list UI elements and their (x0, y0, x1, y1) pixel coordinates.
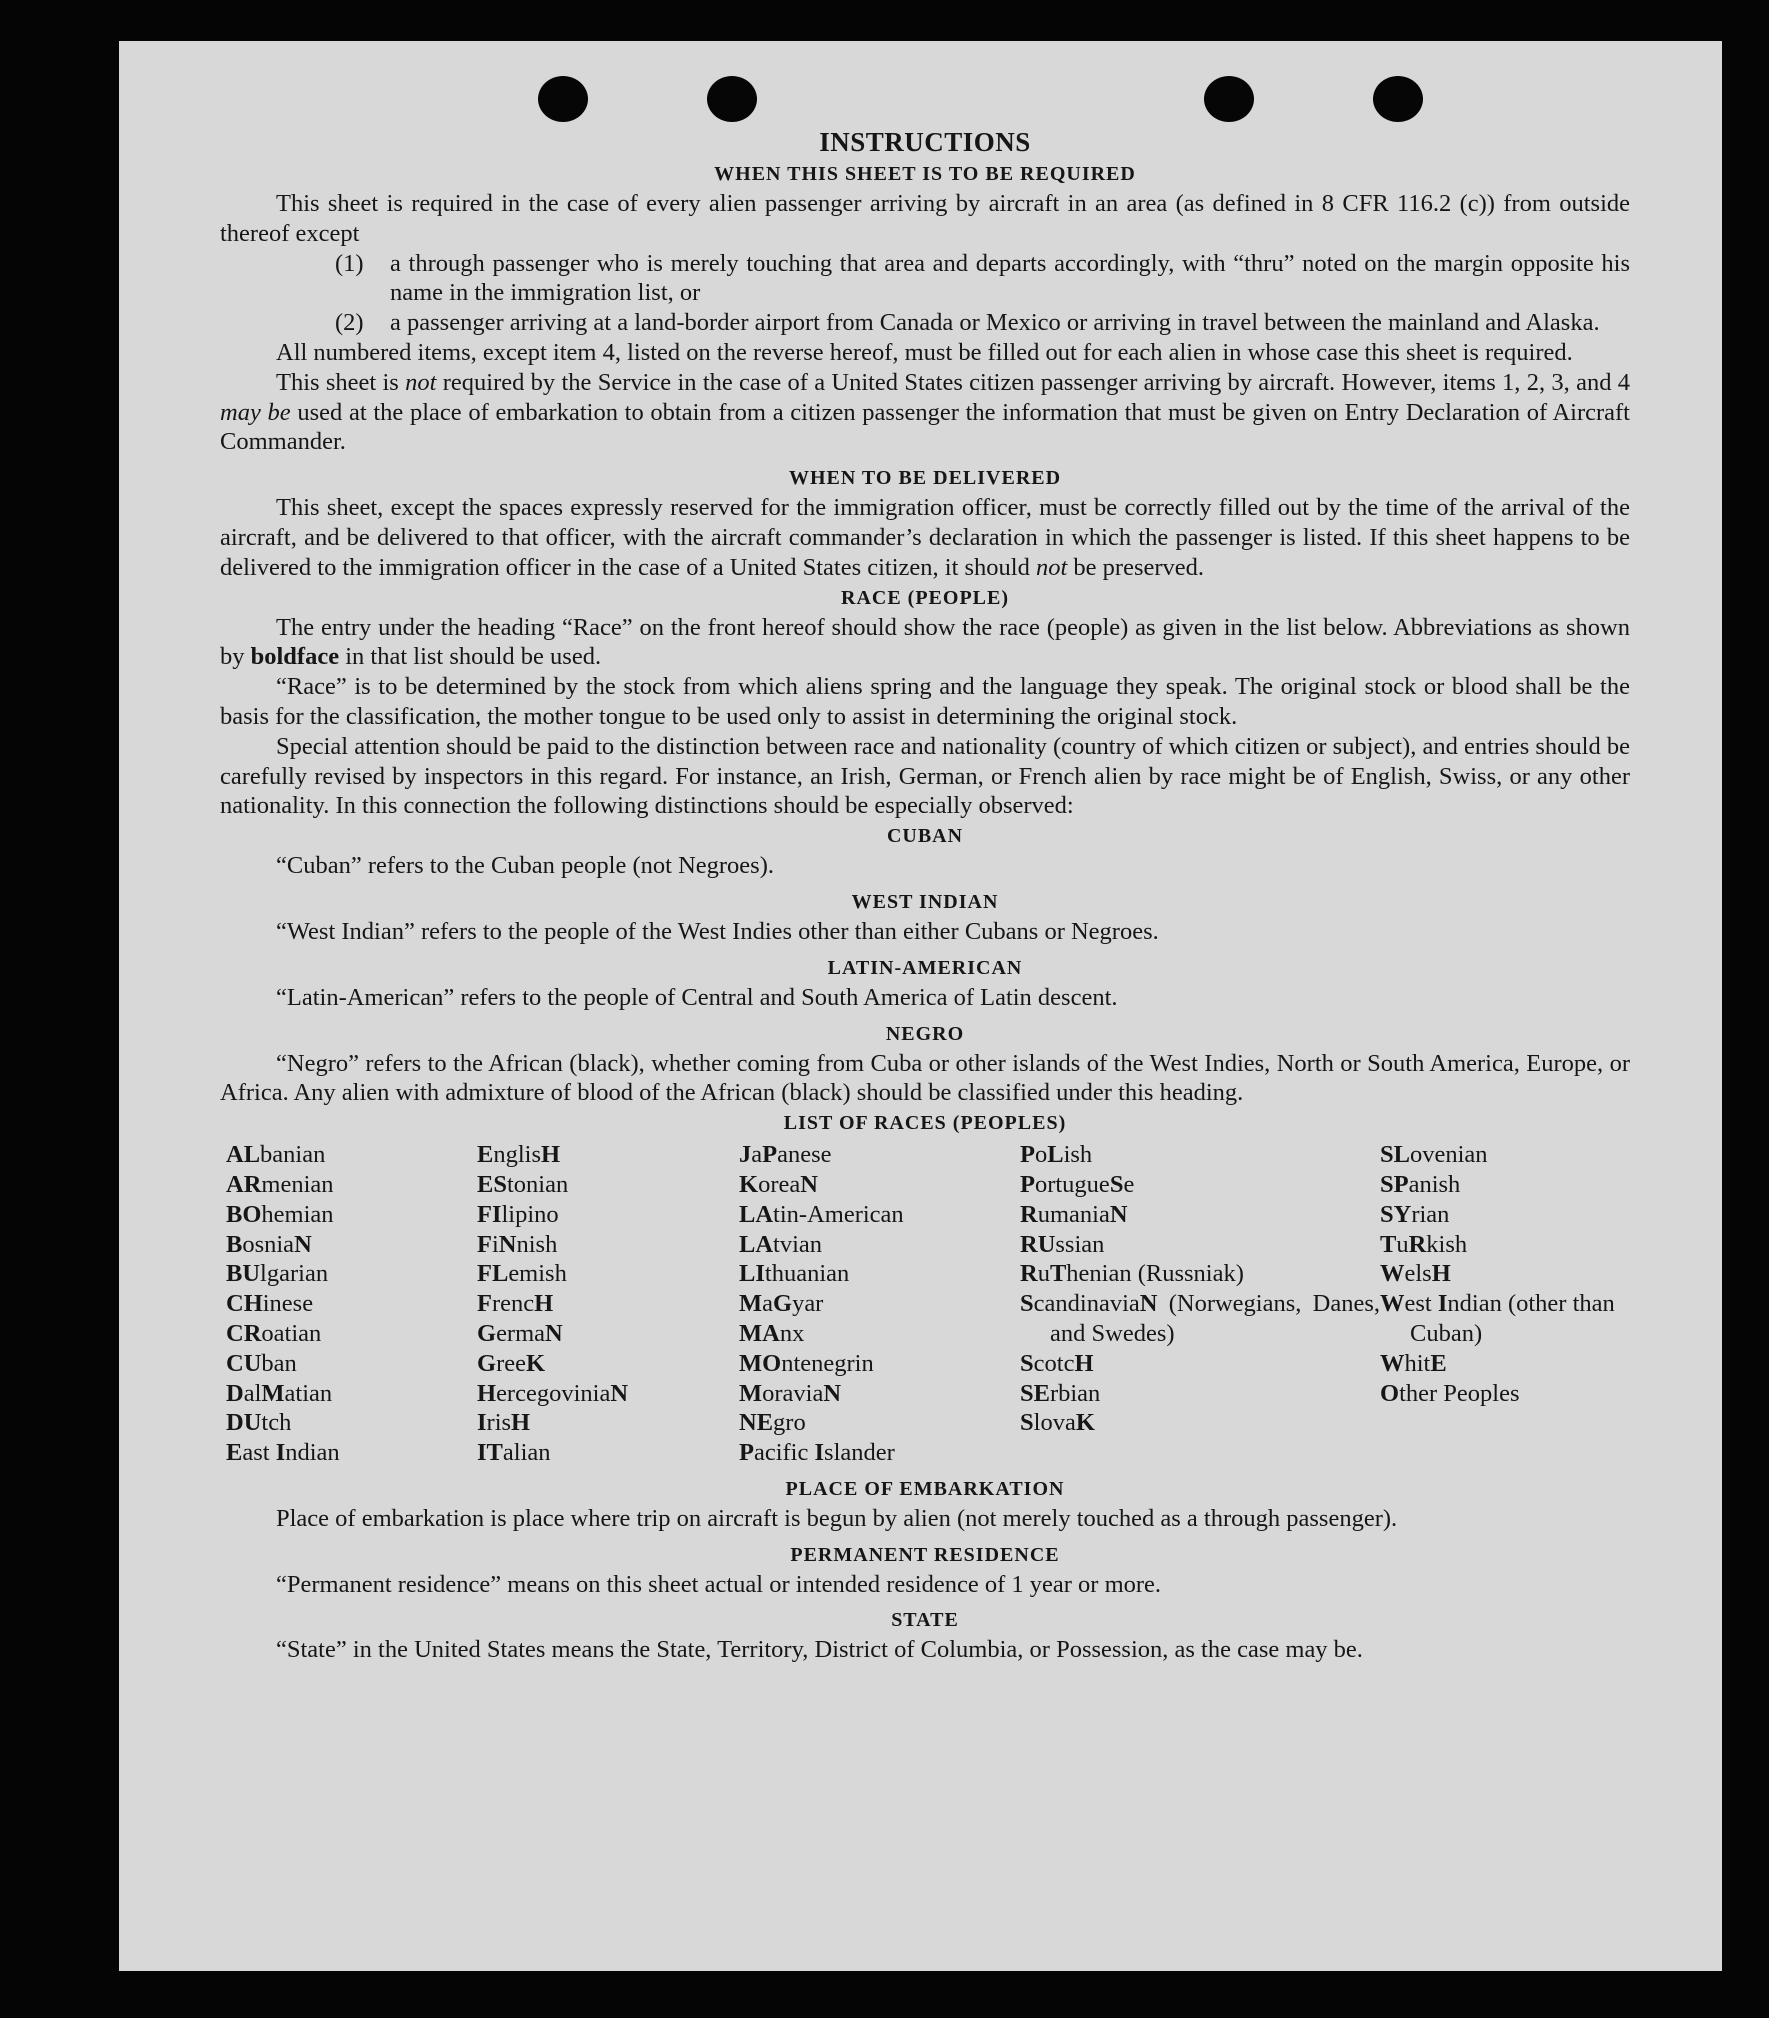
list-item-2 (220, 308, 1630, 338)
race-entry: RumaniaN (1020, 1200, 1128, 1228)
paragraph-intro: This sheet is required in the case of every alien passenger arriving by aircraft in an area (as defined in 8 CFR 116.2 (c)) from outside thereof except (220, 190, 1630, 247)
paragraph-state: “State” in the United States means the State, Territory, District of Columbia, or Possession, as the case may be. (276, 1636, 1363, 1664)
heading-negro: NEGRO (885, 1022, 965, 1045)
bold-word: boldface (250, 643, 340, 671)
race-entry: ITalian (477, 1439, 551, 1467)
heading-latin-american: LATIN-AMERICAN (827, 956, 1023, 979)
text-run: used at the place of embarkation to obtain from a citizen passenger the information that must be given on Entry Declaration of Aircraft Commander. (220, 398, 1630, 456)
list-item-1 (220, 249, 1630, 309)
heading-when-required: WHEN THIS SHEET IS TO BE REQUIRED (714, 163, 1136, 185)
race-entry: GreeK (477, 1349, 546, 1377)
paragraph-embarkation: Place of embarkation is place where trip on aircraft is begun by alien (not merely touched as a through passenger). (276, 1504, 1398, 1532)
race-entry: MoraviaN (739, 1379, 842, 1407)
race-entry: DUtch (226, 1409, 292, 1437)
race-entry: PoLish (1020, 1141, 1093, 1169)
race-entry: Pacific Islander (739, 1439, 895, 1467)
emphasis-may-be: may be (220, 398, 291, 426)
race-entry: SlovaK (1020, 1409, 1095, 1437)
race-entry: FIlipino (477, 1200, 559, 1228)
text-run: The entry under the heading “Race” on the front hereof should show the race (people) as given in the list below. Abbreviations as shown by (220, 613, 1630, 671)
heading-embarkation: PLACE OF EMBARKATION (785, 1477, 1065, 1500)
paragraph-negro: “Negro” refers to the African (black), whether coming from Cuba or other islands of the West Indies, North or South America, Europe, or Africa. Any alien with admixture of blood of the African (black) should be classified under this heading. (220, 1049, 1630, 1107)
text-run: This sheet is (276, 368, 406, 396)
race-entry: ScandinaviaN (Norwegians, Danes, and Swedes) (1020, 1290, 1380, 1347)
race-entry: HercegoviniaN (477, 1379, 629, 1407)
race-entry: LAtvian (739, 1230, 823, 1258)
text-run: in that list should be used. (339, 643, 602, 671)
race-entry: EStonian (477, 1170, 569, 1198)
race-entry: CHinese (226, 1290, 314, 1318)
heading-cuban: CUBAN (886, 825, 964, 848)
punch-hole (538, 76, 588, 122)
paragraph-race-nationality: Special attention should be paid to the distinction between race and nationality (country of which citizen or subject), and entries should be carefully revised by inspectors in this regard. For instance, an Irish, German, or French alien by race might be of English, Swiss, or any other nationality. In this connection the following distinctions should be especially observed: (220, 732, 1630, 820)
race-entry: WelsH (1380, 1260, 1451, 1288)
race-entry: MOntenegrin (739, 1349, 874, 1377)
list-text: a passenger arriving at a land-border airport from Canada or Mexico or arriving in travel between the mainland and Alaska. (390, 309, 1600, 337)
race-entry: WhitE (1380, 1349, 1447, 1377)
paragraph-delivered (220, 493, 1630, 582)
race-entry: CRoatian (226, 1319, 322, 1347)
race-entry: DalMatian (226, 1379, 333, 1407)
punch-hole (1204, 76, 1254, 122)
race-entry: MaGyar (739, 1290, 824, 1318)
race-entry: GermaN (477, 1319, 563, 1347)
text-run: required by the Service in the case of a United States citizen passenger arriving by aircraft. However, items 1, 2, 3, and 4 (436, 368, 1630, 396)
paragraph-race-stock: “Race” is to be determined by the stock from which aliens spring and the language they speak. The original stock or blood shall be the basis for the classification, the mother tongue to be used only to assist in determining the original stock. (220, 673, 1630, 730)
race-entry: LAtin-American (739, 1200, 904, 1228)
race-entry: NEgro (739, 1409, 806, 1437)
race-entry: MAnx (739, 1319, 805, 1347)
race-entry: BUlgarian (226, 1260, 329, 1288)
heading-west-indian: WEST INDIAN (851, 890, 999, 913)
emphasis-not: not (405, 368, 437, 396)
paragraph-latin-american: “Latin-American” refers to the people of Central and South America of Latin descent. (276, 983, 1118, 1011)
heading-when-delivered: WHEN TO BE DELIVERED (788, 467, 1062, 490)
race-entry: SPanish (1380, 1170, 1461, 1198)
race-entry: EnglisH (477, 1141, 561, 1169)
race-entry: KoreaN (739, 1170, 818, 1198)
paragraph-numbered-items: All numbered items, except item 4, listed on the reverse hereof, must be filled out for each alien in whose case this sheet is required. (276, 338, 1573, 366)
instructions-content (220, 125, 1630, 1665)
race-entry: SLovenian (1380, 1141, 1488, 1169)
heading-race: RACE (PEOPLE) (841, 586, 1009, 609)
race-entry: ScotcH (1020, 1349, 1094, 1377)
paragraph-race-entry (220, 613, 1630, 673)
race-entry: PortugueSe (1020, 1170, 1135, 1198)
race-entry: LIthuanian (739, 1260, 850, 1288)
heading-state: STATE (891, 1609, 959, 1632)
heading-list-of-races: LIST OF RACES (PEOPLES) (783, 1112, 1067, 1135)
punch-hole (1373, 76, 1423, 122)
paragraph-permanent-residence: “Permanent residence” means on this sheet actual or intended residence of 1 year or more. (276, 1570, 1162, 1598)
race-entry: FiNnish (477, 1230, 558, 1258)
races-column-3 (739, 1140, 1020, 1468)
races-column-4 (1020, 1140, 1380, 1468)
race-entry: RUssian (1020, 1230, 1105, 1258)
race-entry: East Indian (226, 1439, 340, 1467)
race-entry: BosniaN (226, 1230, 312, 1258)
emphasis-not: not (1035, 553, 1068, 581)
races-column-1 (226, 1140, 477, 1468)
race-entry: CUban (226, 1349, 297, 1377)
race-entry: ARmenian (226, 1170, 334, 1198)
race-entry: TuRkish (1380, 1230, 1468, 1258)
race-entry: IrisH (477, 1409, 531, 1437)
punch-hole (707, 76, 757, 122)
race-entry: BOhemian (226, 1200, 334, 1228)
paragraph-citizen (220, 368, 1630, 457)
races-column-5 (1380, 1140, 1636, 1468)
heading-permanent-residence: PERMANENT RESIDENCE (790, 1543, 1060, 1566)
document-sheet (119, 41, 1722, 1971)
paragraph-west-indian: “West Indian” refers to the people of the West Indies other than either Cubans or Negroes. (276, 917, 1159, 945)
text-run: be preserved. (1067, 553, 1205, 581)
races-column-2 (477, 1140, 739, 1468)
races-list (220, 1140, 1630, 1468)
list-text: a through passenger who is merely touching that area and departs accordingly, with “thru” noted on the margin opposite his name in the immigration list, or (390, 249, 1630, 307)
race-entry: SErbian (1020, 1379, 1101, 1407)
race-entry: West Indian (other than Cuban) (1380, 1290, 1615, 1347)
race-entry: SYrian (1380, 1200, 1450, 1228)
race-entry: FrencH (477, 1290, 554, 1318)
race-entry: JaPanese (739, 1141, 832, 1169)
race-entry: Other Peoples (1380, 1379, 1520, 1407)
text-run: This sheet, except the spaces expressly reserved for the immigration officer, must be correctly filled out by the time of the arrival of the aircraft, and be delivered to that officer, with the aircraft commander’s declaration in which the passenger is listed. If this sheet happens to be delivered to the immigration officer in the case of a United States citizen, it should (220, 494, 1630, 581)
list-number: (1) (335, 249, 364, 277)
race-entry: FLemish (477, 1260, 567, 1288)
race-entry: ALbanian (226, 1141, 326, 1169)
paragraph-cuban: “Cuban” refers to the Cuban people (not Negroes). (276, 852, 774, 880)
list-number: (2) (335, 309, 364, 337)
page-title: INSTRUCTIONS (819, 127, 1031, 157)
race-entry: RuThenian (Russniak) (1020, 1260, 1244, 1288)
